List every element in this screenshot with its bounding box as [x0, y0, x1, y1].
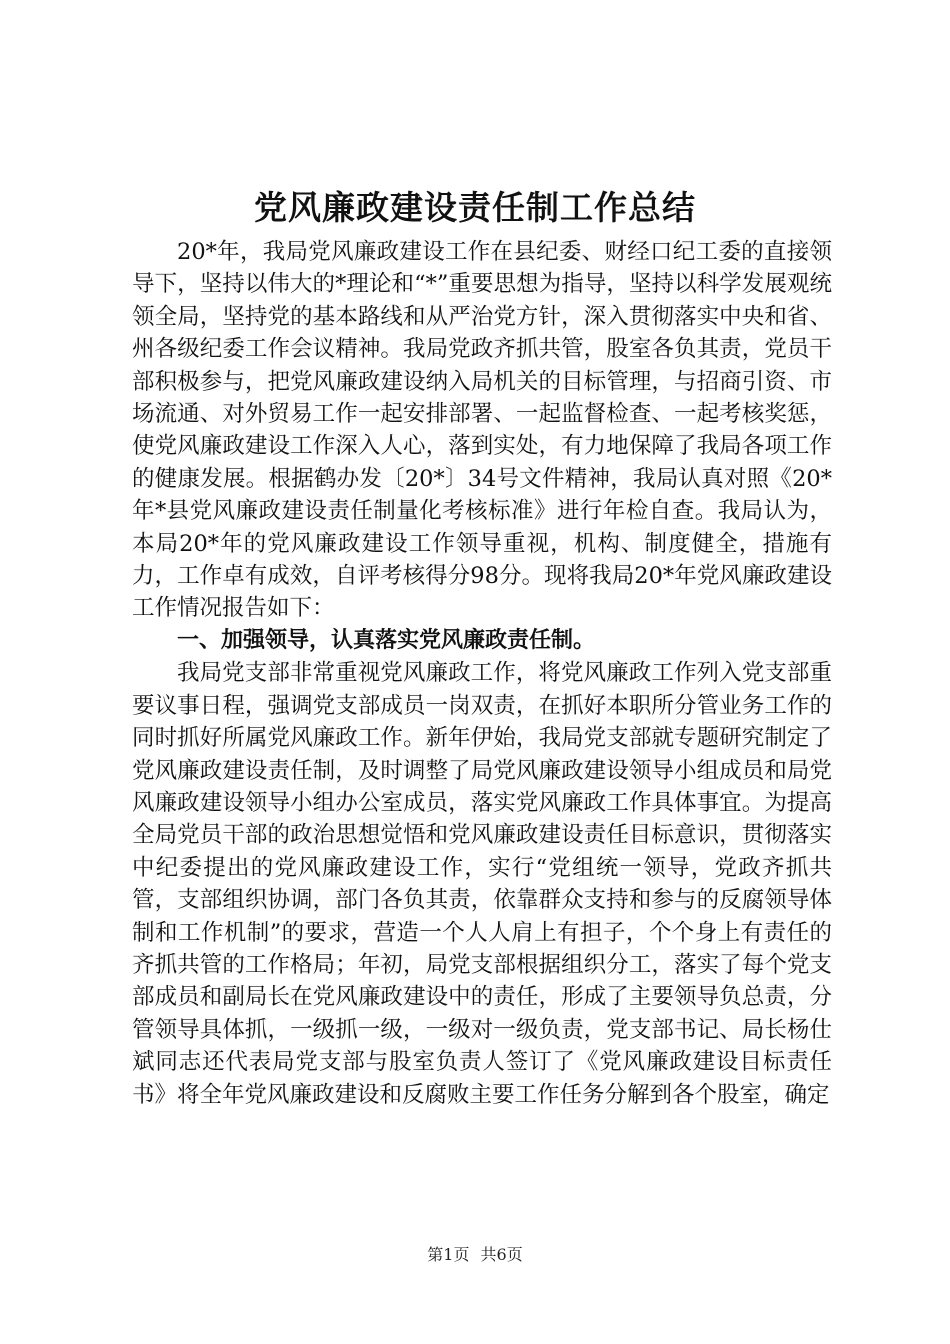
paragraph-section-1: 我局党支部非常重视党风廉政工作，将党风廉政工作列入党支部重要议事日程，强调党支部成员一岗双责，在抓好本职所分管业务工作的同时抓好所属党风廉政工作。新年伊始，我局党支部就专题研究制定了党风廉政建设责任制，及时调整了局党风廉政建设领导小组成员和局党风廉政建设领导小组办公室成员，落实党风廉政工作具体事宜。为提高全局党员干部的政治思想觉悟和党风廉政建设责任目标意识，贯彻落实中纪委提出的党风廉政建设工作，实行“党组统一领导，党政齐抓共管，支部组织协调，部门各负其责，依靠群众支持和参与的反腐领导体制和工作机制”的要求，营造一个人人肩上有担子，个个身上有责任的齐抓共管的工作格局；年初，局党支部根据组织分工，落实了每个党支部成员和副局长在党风廉政建设中的责任，形成了主要领导负总责，分管领导具体抓，一级抓一级，一级对一级负责，党支部书记、局长杨仕斌同志还代表局党支部与股室负责人签订了《党风廉政建设目标责任书》将全年党风廉政建设和反腐败主要工作任务分解到各个股室，确定 — [132, 660, 832, 1108]
paragraph-intro: 20*年，我局党风廉政建设工作在县纪委、财经口纪工委的直接领导下，坚持以伟大的*理论和“*”重要思想为指导，坚持以科学发展观统领全局，坚持党的基本路线和从严治党方针，深入贯彻落实中央和省、州各级纪委工作会议精神。我局党政齐抓共管，股室各负其责，党员干部积极参与，把党风廉政建设纳入局机关的目标管理，与招商引资、市场流通、对外贸易工作一起安排部署、一起监督检查、一起考核奖惩，使党风廉政建设工作深入人心，落到实处，有力地保障了我局各项工作的健康发展。根据鹤办发〔20*〕34号文件精神，我局认真对照《20*年*县党风廉政建设责任制量化考核标准》进行年检自查。我局认为，本局20*年的党风廉政建设工作领导重视，机构、制度健全，措施有力，工作卓有成效，自评考核得分98分。现将我局20*年党风廉政建设工作情况报告如下： — [132, 239, 832, 622]
document-body — [132, 236, 832, 1111]
document-title: 党风廉政建设责任制工作总结 — [254, 188, 696, 227]
page-footer — [0, 1243, 950, 1267]
page-number-current: 第1页 — [427, 1245, 470, 1264]
section-heading-1: 一、加强领导，认真落实党风廉政责任制。 — [177, 627, 596, 653]
page-number-total: 共6页 — [480, 1245, 523, 1264]
